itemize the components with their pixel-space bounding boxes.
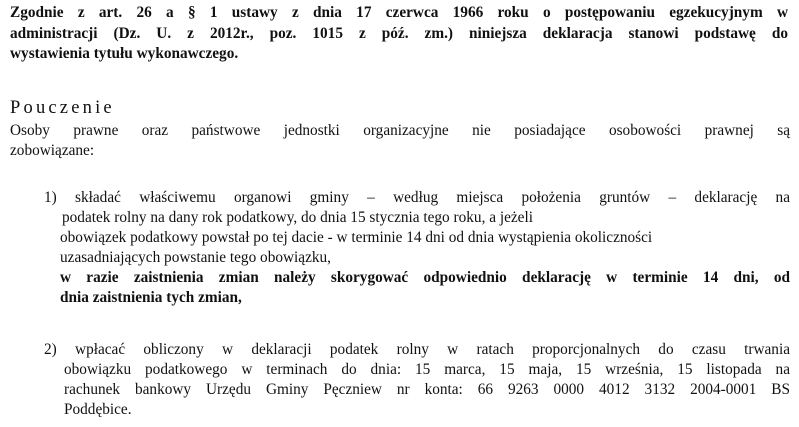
obligations-intro-line-1: Osoby prawne oraz państwowe jednostki organizacyjne nie posiadające osobowości prawnej są [10,122,790,139]
legal-basis-line-3: wystawienia tytułu wykonawczego. [10,45,239,62]
obligation-2-line-3: rachunek bankowy Urzędu Gminy Pęczniew nr konta: 66 9263 0000 4012 3132 2004-0001 BS [64,381,790,398]
legal-basis-paragraph [10,3,788,65]
obligation-1-line-1: 1) składać właściwemu organowi gminy – według miejsca położenia gruntów – deklarację na [44,189,790,206]
section-heading: Pouczenie [10,98,115,118]
obligation-1-line-4: uzasadniających powstanie tego obowiązku, [60,249,331,266]
obligation-1-line-3: obowiązek podatkowy powstał po tej dacie - w terminie 14 dni od dnia wystąpienia okoliczności [60,229,653,246]
obligation-2-line-4: Poddębice. [64,401,132,418]
obligations-intro-line-2: zobowiązane: [10,141,95,159]
obligation-2-line-2: obowiązku podatkowego w terminach do dnia: 15 marca, 15 maja, 15 września, 15 listopada na [64,361,790,378]
obligation-2-line-1: 2) wpłacać obliczony w deklaracji podatek rolny w ratach proporcjonalnych do czasu trwania [44,341,790,358]
obligation-1-line-2: podatek rolny na dany rok podatkowy, do dnia 15 stycznia tego roku, a jeżeli [62,209,533,226]
obligations-intro-paragraph [10,121,790,160]
legal-basis-line-2: administracji (Dz. U. z 2012r., poz. 1015 z póź. zm.) niniejsza deklaracja stanowi podstawę do [10,24,788,42]
obligation-item-1 [44,188,790,308]
obligation-1-line-5: w razie zaistnienia zmian należy skorygować odpowiednio deklarację w terminie 14 dni, od [60,269,790,286]
obligation-1-line-6: dnia zaistnienia tych zmian, [60,289,242,306]
obligation-item-2 [44,340,790,420]
legal-basis-line-1: Zgodnie z art. 26 a § 1 ustawy z dnia 17 czerwca 1966 roku o postępowaniu egzekucyjnym w [10,4,788,21]
